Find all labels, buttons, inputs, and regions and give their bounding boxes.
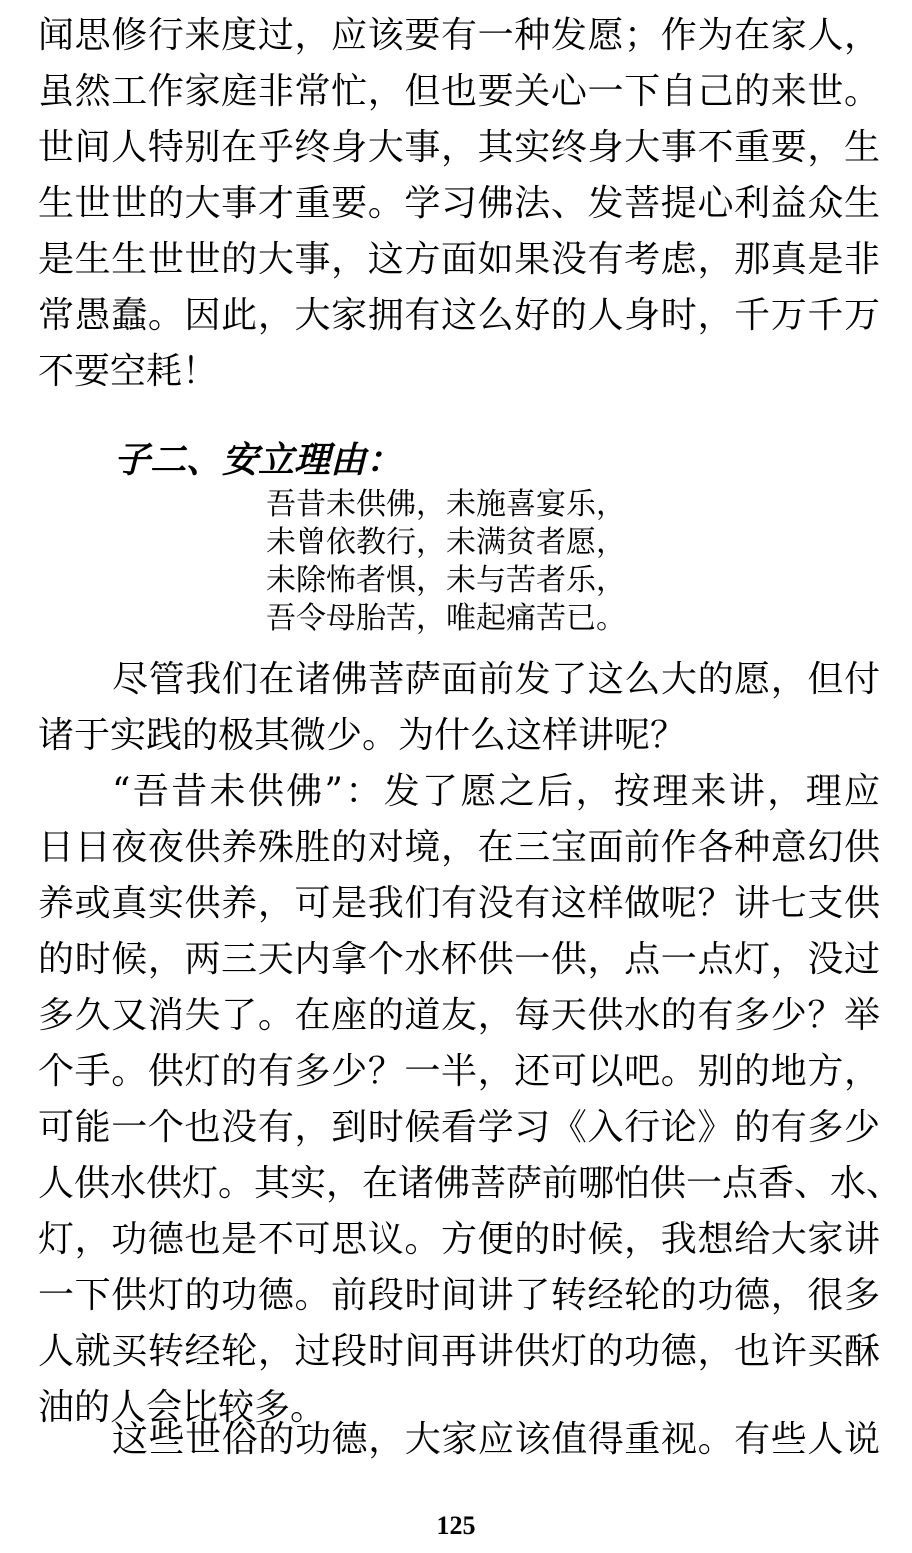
paragraph-3 (38, 764, 903, 1436)
verse-line: 吾昔未供佛，未施喜宴乐， (266, 487, 626, 522)
text-line: 这些世俗的功德，大家应该值得重视。有些人说 (112, 1419, 880, 1460)
text-line: 闻思修行来度过，应该要有一种发愿；作为在家人， (38, 15, 880, 56)
text-line: 虽然工作家庭非常忙，但也要关心一下自己的来世。 (38, 71, 880, 112)
text-line: 生世世的大事才重要。学习佛法、发菩提心利益众生 (38, 183, 880, 224)
page-number: 125 (436, 1511, 476, 1540)
paragraph-1 (38, 8, 880, 400)
text-line: 日日夜夜供养殊胜的对境，在三宝面前作各种意幻供 (38, 827, 880, 868)
text-line: 灯，功德也是不可思议。方便的时候，我想给大家讲 (38, 1219, 880, 1260)
text-line: 是生生世世的大事，这方面如果没有考虑，那真是非 (38, 239, 880, 280)
text-line: “吾昔未供佛”：发了愿之后，按理来讲，理应 (112, 771, 880, 812)
paragraph-2 (38, 652, 880, 764)
verse-block (266, 486, 626, 638)
verse-line: 未曾依教行，未满贫者愿， (266, 525, 626, 560)
text-line: 油的人会比较多。 (38, 1387, 327, 1428)
paragraph-4 (38, 1412, 880, 1468)
text-line: 养或真实供养，可是我们有没有这样做呢？讲七支供 (38, 883, 880, 924)
text-line: 的时候，两三天内拿个水杯供一供，点一点灯，没过 (38, 939, 880, 980)
text-line: 世间人特别在乎终身大事，其实终身大事不重要，生 (38, 127, 880, 168)
text-line: 尽管我们在诸佛菩萨面前发了这么大的愿，但付 (112, 659, 880, 700)
verse-line: 未除怖者惧，未与苦者乐， (266, 563, 626, 598)
verse-line: 吾令母胎苦，唯起痛苦已。 (266, 601, 626, 636)
text-line: 人就买转经轮，过段时间再讲供灯的功德，也许买酥 (38, 1331, 880, 1372)
text-line: 常愚蠢。因此，大家拥有这么好的人身时，千万千万 (38, 295, 880, 336)
document-page (38, 0, 903, 1553)
text-line: 诸于实践的极其微少。为什么这样讲呢？ (38, 715, 687, 756)
text-line: 人供水供灯。其实，在诸佛菩萨前哪怕供一点香、水、 (38, 1163, 903, 1204)
text-line: 可能一个也没有，到时候看学习《入行论》的有多少 (38, 1107, 880, 1148)
text-line: 一下供灯的功德。前段时间讲了转经轮的功德，很多 (38, 1275, 880, 1316)
text-line: 个手。供灯的有多少？一半，还可以吧。别的地方， (38, 1051, 880, 1092)
section-heading: 子二、安立理由： (114, 439, 403, 481)
text-line: 不要空耗！ (38, 351, 219, 392)
text-line: 多久又消失了。在座的道友，每天供水的有多少？举 (38, 995, 880, 1036)
